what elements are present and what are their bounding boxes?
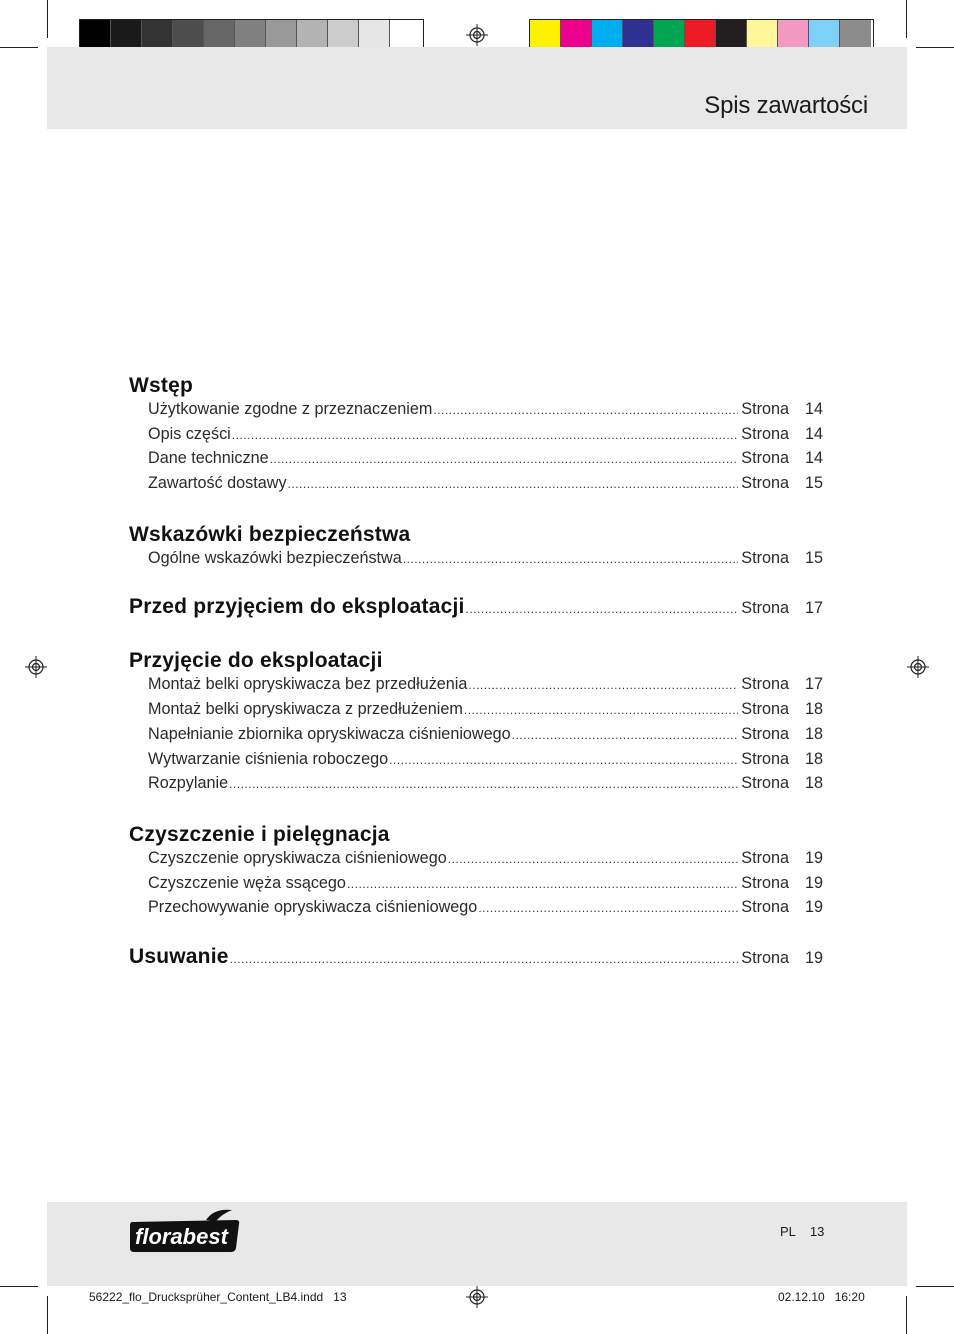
color-swatch <box>623 20 654 50</box>
toc-entry-title: Czyszczenie węża ssącego <box>148 873 346 892</box>
leader-dots <box>468 678 738 692</box>
registration-mark-icon <box>466 24 488 46</box>
color-swatch <box>716 20 747 50</box>
page-ref: 14 <box>804 400 823 418</box>
leader-dots <box>347 877 738 891</box>
color-swatch <box>530 20 561 50</box>
page-ref: 18 <box>804 774 823 793</box>
leader-dots <box>403 552 739 566</box>
toc-entry[interactable] <box>129 849 823 874</box>
page-label: Strona <box>741 724 789 743</box>
color-swatch <box>266 20 297 50</box>
page-label: Strona <box>741 400 789 418</box>
toc-entry[interactable] <box>129 425 823 450</box>
language-code: PL <box>780 1224 796 1239</box>
page-label: Strona <box>741 424 789 443</box>
toc-entry-title: Montaż belki opryskiwacza bez przedłużenia <box>148 675 468 694</box>
crop-mark <box>906 1296 907 1334</box>
toc-entry-title: Rozpylanie <box>148 774 229 793</box>
color-swatch <box>297 20 328 50</box>
page-number: 13 <box>809 1224 825 1239</box>
toc-section <box>129 521 823 574</box>
color-swatch <box>747 20 778 50</box>
page-label: Strona <box>741 700 789 719</box>
color-swatch <box>840 20 871 50</box>
slug-file-info: 56222_flo_Drucksprüher_Content_LB4.indd 13 <box>89 1290 347 1304</box>
page-ref: 15 <box>804 548 823 567</box>
color-swatch <box>142 20 173 50</box>
leader-dots <box>478 901 738 915</box>
page-ref: 17 <box>804 675 823 694</box>
page-ref: 14 <box>804 424 823 443</box>
color-swatch <box>80 20 111 50</box>
toc-entry[interactable] <box>129 400 823 425</box>
page-label: Strona <box>741 848 789 867</box>
color-swatch <box>592 20 623 50</box>
page-ref: 14 <box>804 449 823 468</box>
toc-entry[interactable] <box>129 474 823 499</box>
toc-entry[interactable] <box>129 549 823 574</box>
page-label: Strona <box>741 749 789 768</box>
toc-heading: Przyjęcie do eksploatacji <box>129 649 383 673</box>
color-swatch <box>685 20 716 50</box>
page-ref: 18 <box>804 700 823 719</box>
color-swatch <box>809 20 840 50</box>
toc-heading-row[interactable] <box>129 595 823 625</box>
crop-mark <box>0 47 38 48</box>
leader-dots <box>512 728 739 742</box>
toc-section <box>129 372 823 499</box>
color-swatch <box>328 20 359 50</box>
toc-entry[interactable] <box>129 675 823 700</box>
leader-dots <box>433 403 738 417</box>
toc-section <box>129 647 823 798</box>
color-swatch <box>204 20 235 50</box>
toc-entry-title: Opis części <box>148 424 231 443</box>
page-ref: 19 <box>804 873 823 892</box>
page-ref: 19 <box>804 898 823 917</box>
toc-entry[interactable] <box>129 449 823 474</box>
color-swatch <box>390 20 421 50</box>
toc-entry-title: Użytkowanie zgodne z przeznaczeniem <box>148 400 433 418</box>
page-title: Spis zawartości <box>704 92 868 119</box>
leader-dots <box>229 777 738 791</box>
toc-section <box>129 945 823 975</box>
slug-date-info: 02.12.10 16:20 <box>778 1290 865 1304</box>
color-swatch <box>173 20 204 50</box>
page-ref: 18 <box>804 724 823 743</box>
leader-dots <box>389 753 738 767</box>
leader-dots <box>464 703 738 717</box>
toc-entry-title: Ogólne wskazówki bezpieczeństwa <box>148 548 402 567</box>
color-swatch <box>235 20 266 50</box>
page-label: Strona <box>741 449 789 468</box>
color-swatch <box>359 20 390 50</box>
registration-mark-icon <box>466 1286 488 1308</box>
table-of-contents <box>129 372 823 975</box>
crop-mark <box>0 1286 38 1287</box>
leader-dots <box>230 952 739 966</box>
toc-section <box>129 821 823 923</box>
page-label: Strona <box>741 599 789 618</box>
registration-mark-icon <box>907 656 929 678</box>
page-footer-label <box>780 1224 824 1239</box>
toc-entry-title: Wytwarzanie ciśnienia roboczego <box>148 749 389 768</box>
page-label: Strona <box>741 548 789 567</box>
leader-dots <box>270 452 739 466</box>
registration-mark-icon <box>25 656 47 678</box>
toc-heading: Wstęp <box>129 374 193 397</box>
toc-entry[interactable] <box>129 874 823 899</box>
leader-dots <box>448 852 739 866</box>
crop-mark <box>916 1286 954 1287</box>
toc-heading: Usuwanie <box>129 944 229 968</box>
page-label: Strona <box>741 898 789 917</box>
color-swatch <box>561 20 592 50</box>
toc-heading-row[interactable] <box>129 945 823 975</box>
florabest-logo <box>128 1208 242 1254</box>
color-swatch <box>654 20 685 50</box>
toc-entry[interactable] <box>129 750 823 775</box>
toc-heading: Przed przyjęciem do eksploatacji <box>129 595 465 619</box>
page-ref: 18 <box>804 749 823 768</box>
page-label: Strona <box>741 675 789 694</box>
toc-entry-title: Dane techniczne <box>148 449 269 468</box>
page-label: Strona <box>741 474 789 493</box>
toc-section <box>129 595 823 625</box>
toc-entry[interactable] <box>129 725 823 750</box>
crop-mark <box>47 1296 48 1334</box>
toc-heading: Wskazówki bezpieczeństwa <box>129 522 411 546</box>
toc-entry-title: Przechowywanie opryskiwacza ciśnieniowego <box>148 898 478 917</box>
toc-entry-title: Zawartość dostawy <box>148 474 287 493</box>
page-label: Strona <box>741 873 789 892</box>
leader-dots <box>288 477 739 491</box>
toc-heading: Czyszczenie i pielęgnacja <box>129 822 390 846</box>
page-ref: 19 <box>804 948 823 967</box>
toc-entry[interactable] <box>129 898 823 923</box>
leader-dots <box>232 428 739 442</box>
page-ref: 15 <box>804 474 823 493</box>
color-swatch <box>778 20 809 50</box>
crop-mark <box>47 0 48 38</box>
leader-dots <box>466 602 739 616</box>
crop-mark <box>916 47 954 48</box>
page-label: Strona <box>741 948 789 967</box>
page-ref: 17 <box>804 599 823 618</box>
crop-mark <box>906 0 907 38</box>
toc-entry-title: Czyszczenie opryskiwacza ciśnieniowego <box>148 848 447 867</box>
toc-entry[interactable] <box>129 700 823 725</box>
color-swatch <box>111 20 142 50</box>
page-label: Strona <box>741 774 789 793</box>
toc-entry[interactable] <box>129 774 823 799</box>
toc-entry-title: Napełnianie zbiornika opryskiwacza ciśnieniowego <box>148 724 511 743</box>
logo-text: florabest <box>135 1224 228 1249</box>
page-ref: 19 <box>804 848 823 867</box>
toc-entry-title: Montaż belki opryskiwacza z przedłużeniem <box>148 700 463 719</box>
